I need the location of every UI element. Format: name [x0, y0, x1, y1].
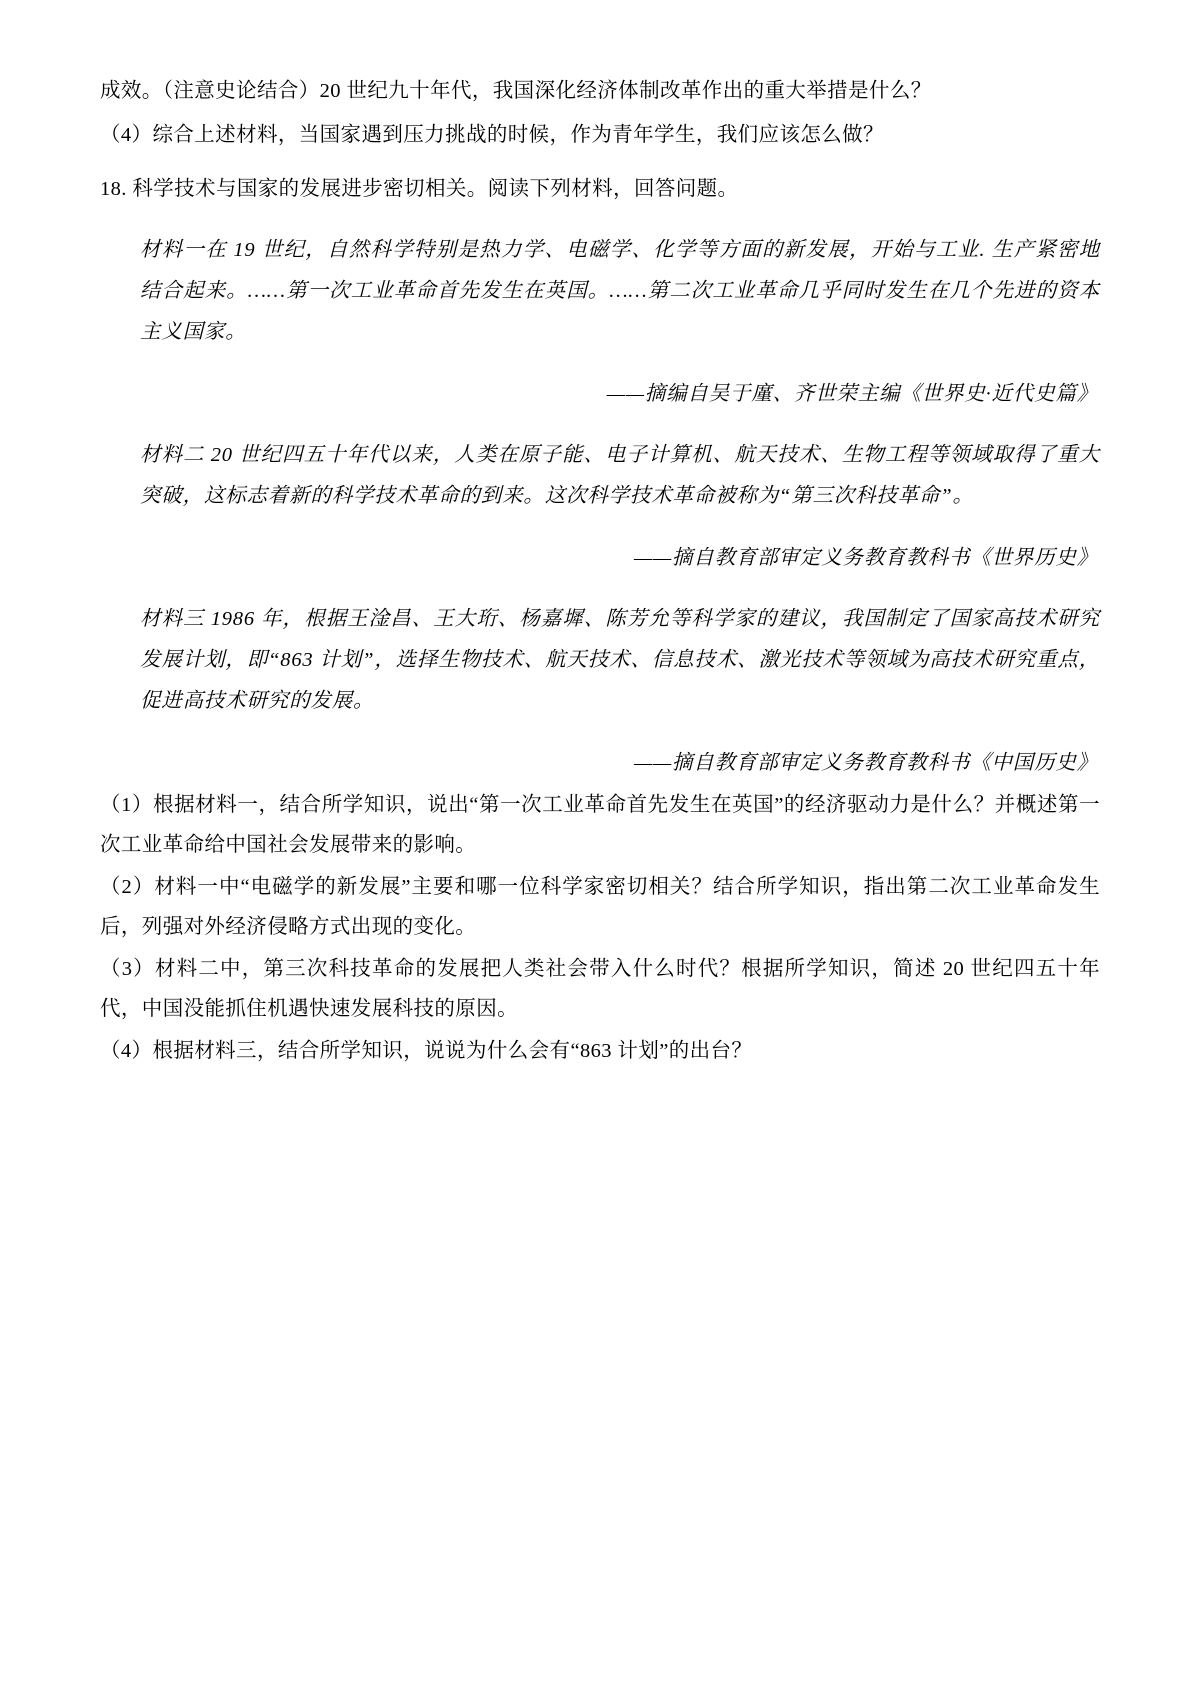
continuation-text: 成效。（注意史论结合）20 世纪九十年代，我国深化经济体制改革作出的重大举措是什么？ [100, 80, 932, 102]
material-one-text: 材料一在 19 世纪，自然科学特别是热力学、电磁学、化学等方面的新发展，开始与工业. 生产紧密地结合起来。……第一次工业革命首先发生在英国。……第二次工业革命几乎同时发生在几个先进的资本主义国家。 [140, 239, 1100, 344]
sub-question-4: （4）根据材料三，结合所学知识，说说为什么会有“863 计划”的出台？ [100, 1039, 753, 1062]
sub-question-3: （3）材料二中，第三次科技革命的发展把人类社会带入什么时代？根据所学知识，简述 20 世纪四五十年代，中国没能抓住机遇快速发展科技的原因。 [100, 957, 1100, 1020]
question-18-stem: 18. 科学技术与国家的发展进步密切相关。阅读下列材料，回答问题。 [100, 177, 739, 200]
sub-question-2: （2）材料一中“电磁学的新发展”主要和哪一位科学家密切相关？结合所学知识，指出第二次工业革命发生后，列强对外经济侵略方式出现的变化。 [100, 875, 1100, 938]
sub-question-1: （1）根据材料一，结合所学知识，说出“第一次工业革命首先发生在英国”的经济驱动力是什么？并概述第一次工业革命给中国社会发展带来的影响。 [100, 793, 1100, 856]
material-one-source: ——摘编自吴于廑、齐世荣主编《世界史·近代史篇》 [606, 382, 1098, 405]
material-three-text: 材料三 1986 年，根据王淦昌、王大珩、杨嘉墀、陈芳允等科学家的建议，我国制定了国家高技术研究发展计划，即“863 计划”，选择生物技术、航天技术、信息技术、激光技术等领域为高技术研究重点，促进高技术研究的发展。 [140, 608, 1100, 713]
question-4-previous: （4）综合上述材料，当国家遇到压力挑战的时候，作为青年学生，我们应该怎么做？ [100, 123, 884, 146]
material-two-text: 材料二 20 世纪四五十年代以来，人类在原子能、电子计算机、航天技术、生物工程等领域取得了重大突破，这标志着新的科学技术革命的到来。这次科学技术革命被称为“第三次科技革命”。 [140, 444, 1100, 508]
material-three-source: ——摘自教育部审定义务教育教科书《中国历史》 [633, 751, 1098, 774]
material-two-source: ——摘自教育部审定义务教育教科书《世界历史》 [633, 546, 1098, 569]
